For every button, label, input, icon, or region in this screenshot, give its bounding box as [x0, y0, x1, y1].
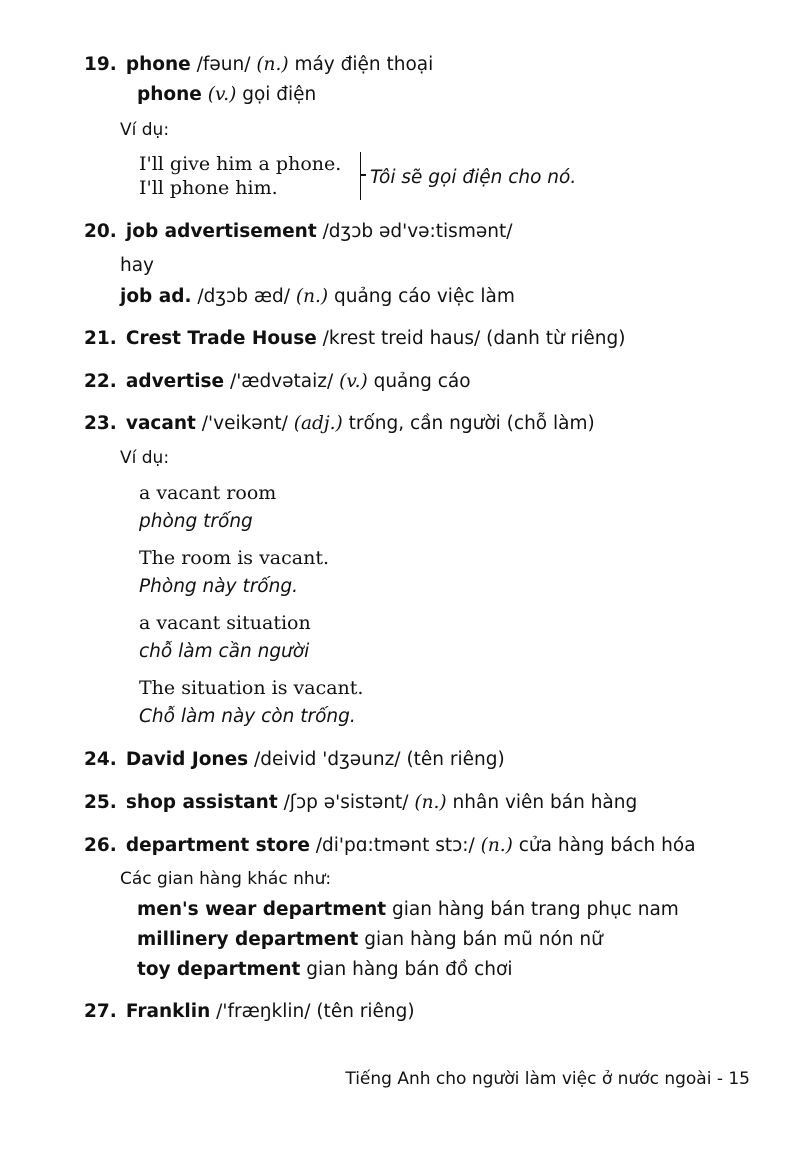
phonetic: /di'pɑ:tmənt stɔ:/	[315, 835, 475, 856]
part-of-speech: (v.)	[207, 84, 237, 105]
example-translation: Tôi sẽ gọi điện cho nó.	[370, 167, 577, 188]
phonetic: /ʃɔp ə'sistənt/	[283, 792, 409, 813]
entry-number: 27.	[84, 1001, 117, 1022]
entry-27	[84, 1000, 415, 1024]
entry-number: 26.	[84, 835, 117, 856]
brace	[352, 152, 361, 200]
headword: vacant	[125, 413, 196, 434]
note: (danh từ riêng)	[486, 328, 626, 349]
or-label: hay	[120, 255, 155, 276]
part-of-speech: (n.)	[256, 54, 289, 75]
department-meaning: gian hàng bán đồ chơi	[306, 959, 513, 980]
phonetic: /'fræŋklin/	[216, 1001, 311, 1022]
department-meaning: gian hàng bán trang phục nam	[392, 899, 679, 920]
part-of-speech: (n.)	[480, 835, 513, 856]
meaning: trống, cần người (chỗ làm)	[348, 413, 595, 434]
example-sentence: a vacant situation	[139, 612, 311, 634]
example-translation: chỗ làm cần người	[139, 641, 310, 662]
headword: phone	[125, 54, 191, 75]
entry-19	[84, 53, 433, 77]
entry-25	[84, 791, 637, 815]
note: (tên riêng)	[316, 1001, 415, 1022]
entry-number: 20.	[84, 221, 117, 242]
department-term: men's wear department	[137, 899, 387, 920]
example-translation: Phòng này trống.	[139, 576, 298, 597]
part-of-speech: (v.)	[339, 371, 368, 392]
example-sentence: The situation is vacant.	[139, 677, 364, 699]
example-sentence: a vacant room	[139, 482, 277, 504]
part-of-speech: (n.)	[295, 286, 329, 307]
example-translation: Chỗ làm này còn trống.	[139, 706, 356, 727]
headword: shop assistant	[125, 792, 278, 813]
entry-22	[84, 370, 471, 394]
entry-20-alt	[120, 285, 515, 309]
entry-21	[84, 327, 625, 351]
headword: advertise	[125, 371, 225, 392]
phonetic: /krest treid haus/	[322, 328, 481, 349]
phonetic: /deivid 'dʒəunz/	[254, 749, 401, 770]
meaning: quảng cáo	[373, 371, 471, 392]
phonetic: /fəun/	[196, 54, 251, 75]
meaning: cửa hàng bách hóa	[518, 835, 696, 856]
entry-number: 22.	[84, 371, 117, 392]
headword: Crest Trade House	[125, 328, 317, 349]
example-sentence: The room is vacant.	[139, 547, 330, 569]
meaning: nhân viên bán hàng	[452, 792, 638, 813]
example-sentence: I'll give him a phone.	[139, 153, 342, 175]
entry-number: 19.	[84, 54, 117, 75]
meaning: gọi điện	[242, 84, 317, 105]
meaning: máy điện thoại	[294, 54, 434, 75]
part-of-speech: (adj.)	[293, 413, 343, 434]
department-term: toy department	[137, 959, 301, 980]
example-translation: phòng trống	[139, 511, 253, 532]
department-item	[137, 928, 603, 952]
others-label: Các gian hàng khác như:	[120, 869, 332, 889]
entry-24	[84, 748, 505, 772]
headword: job ad.	[120, 286, 192, 307]
department-term: millinery department	[137, 929, 359, 950]
example-sentence: I'll phone him.	[139, 177, 278, 199]
example-label: Ví dụ:	[120, 448, 170, 468]
department-item	[137, 958, 513, 982]
entry-20	[84, 220, 512, 244]
note: (tên riêng)	[406, 749, 505, 770]
entry-26	[84, 834, 696, 858]
department-meaning: gian hàng bán mũ nón nữ	[364, 929, 603, 950]
meaning: quảng cáo việc làm	[334, 286, 515, 307]
entry-number: 24.	[84, 749, 117, 770]
example-label: Ví dụ:	[120, 120, 170, 140]
entry-number: 21.	[84, 328, 117, 349]
entry-23	[84, 412, 595, 436]
phonetic: /'ædvətaiz/	[229, 371, 334, 392]
headword: phone	[137, 84, 202, 105]
headword: David Jones	[125, 749, 249, 770]
phonetic: /dʒɔb æd/	[197, 286, 290, 307]
phonetic: /'veikənt/	[201, 413, 288, 434]
page-footer: Tiếng Anh cho người làm việc ở nước ngoài - 15	[345, 1069, 750, 1089]
entry-number: 25.	[84, 792, 117, 813]
entry-19-sub	[137, 83, 316, 107]
headword: Franklin	[125, 1001, 211, 1022]
part-of-speech: (n.)	[414, 792, 447, 813]
headword: job advertisement	[125, 221, 317, 242]
phonetic: /dʒɔb əd'və:tismənt/	[322, 221, 513, 242]
headword: department store	[125, 835, 310, 856]
department-item	[137, 898, 679, 922]
entry-number: 23.	[84, 413, 117, 434]
